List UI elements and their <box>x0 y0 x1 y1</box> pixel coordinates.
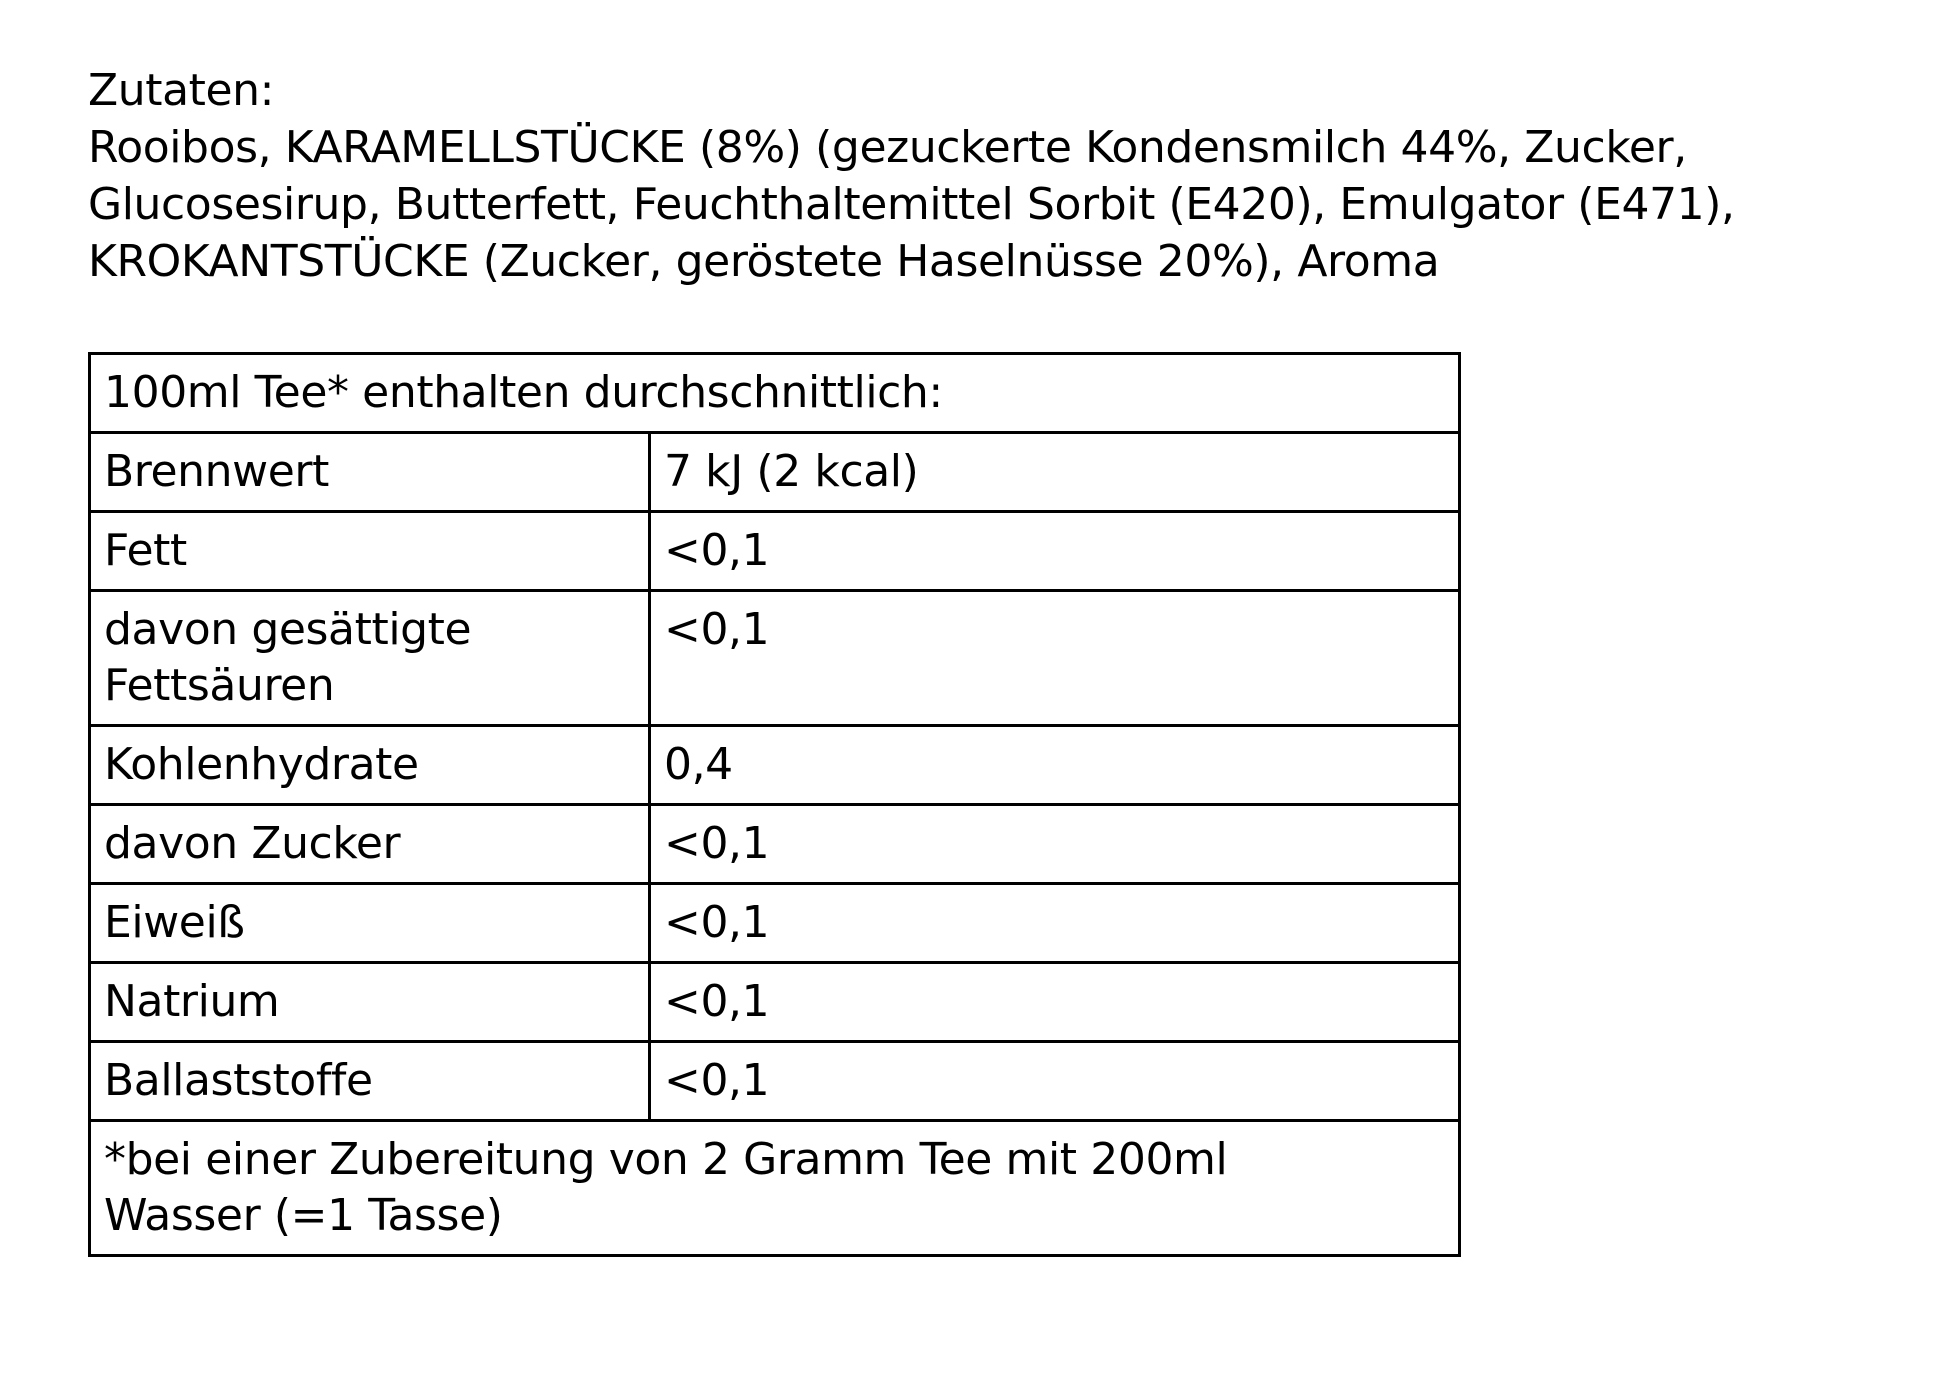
row-label: Ballaststoffe <box>90 1042 650 1121</box>
row-label-line-1: davon gesättigte <box>104 604 472 655</box>
table-header-row <box>90 354 1460 433</box>
table-row-brennwert <box>90 433 1460 512</box>
row-value: <0,1 <box>650 591 1460 726</box>
row-label: Fett <box>90 512 650 591</box>
ingredients-line-2: Glucosesirup, Butterfett, Feuchthaltemittel Sorbit (E420), Emulgator (E471), <box>88 179 1735 230</box>
row-label: Brennwert <box>90 433 650 512</box>
footnote-line-1: *bei einer Zubereitung von 2 Gramm Tee mit 200ml <box>104 1134 1228 1185</box>
row-value: <0,1 <box>650 805 1460 884</box>
table-row-davon-zucker <box>90 805 1460 884</box>
row-value: <0,1 <box>650 963 1460 1042</box>
table-row-ballaststoffe <box>90 1042 1460 1121</box>
ingredients-line-1: Rooibos, KARAMELLSTÜCKE (8%) (gezuckerte Kondensmilch 44%, Zucker, <box>88 122 1687 173</box>
row-value: <0,1 <box>650 1042 1460 1121</box>
row-value: <0,1 <box>650 884 1460 963</box>
table-row-gesaettigte-fettsaeuren <box>90 591 1460 726</box>
ingredients-title: Zutaten: <box>88 65 275 116</box>
ingredients-line-3: KROKANTSTÜCKE (Zucker, geröstete Haselnüsse 20%), Aroma <box>88 236 1440 287</box>
table-row-fett <box>90 512 1460 591</box>
table-row-natrium <box>90 963 1460 1042</box>
table-row-kohlenhydrate <box>90 726 1460 805</box>
row-value: <0,1 <box>650 512 1460 591</box>
ingredients-section <box>88 62 1735 290</box>
row-label: Natrium <box>90 963 650 1042</box>
row-label: Kohlenhydrate <box>90 726 650 805</box>
label-content <box>88 62 1735 1257</box>
row-label: davon Zucker <box>90 805 650 884</box>
table-footnote-row <box>90 1121 1460 1256</box>
row-label <box>90 591 650 726</box>
nutrition-table <box>88 352 1461 1257</box>
row-value: 7 kJ (2 kcal) <box>650 433 1460 512</box>
row-label: Eiweiß <box>90 884 650 963</box>
table-footnote <box>90 1121 1460 1256</box>
row-label-line-2: Fettsäuren <box>104 660 335 711</box>
row-value: 0,4 <box>650 726 1460 805</box>
table-row-eiweiss <box>90 884 1460 963</box>
footnote-line-2: Wasser (=1 Tasse) <box>104 1190 503 1241</box>
table-header: 100ml Tee* enthalten durchschnittlich: <box>90 354 1460 433</box>
